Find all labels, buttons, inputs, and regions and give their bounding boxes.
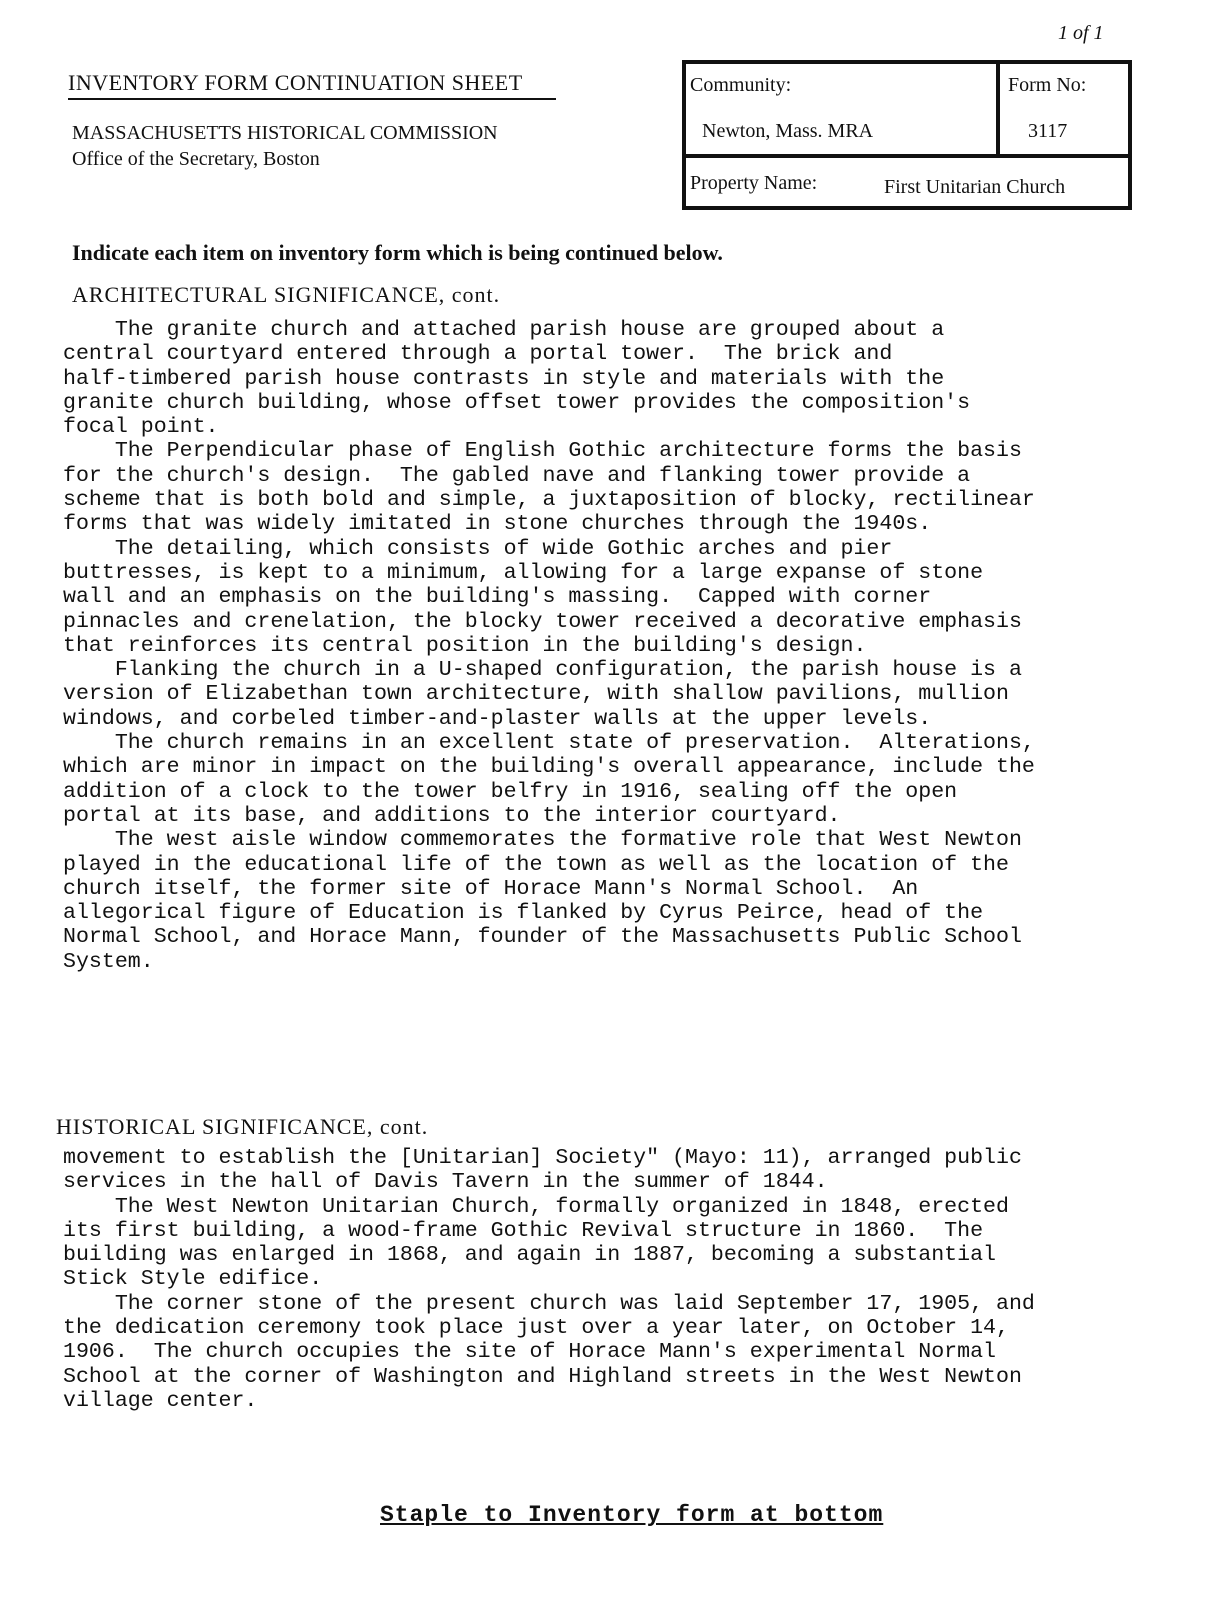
architectural-text-line: granite church building, whose offset tower provides the composition's (63, 390, 971, 415)
agency-name: MASSACHUSETTS HISTORICAL COMMISSION (72, 122, 498, 144)
form-title-underline (68, 98, 556, 100)
architectural-text-line: focal point. (63, 415, 219, 440)
historical-significance-text (63, 1146, 1035, 1413)
architectural-text-line: pinnacles and crenelation, the blocky tower received a decorative emphasis (63, 609, 1022, 634)
property-name-value: First Unitarian Church (884, 176, 1066, 198)
architectural-text-line: for the church's design. The gabled nave and flanking tower provide a (63, 463, 971, 488)
architectural-text-line: forms that was widely imitated in stone churches through the 1940s. (63, 512, 932, 537)
agency-block (72, 120, 498, 172)
historical-text-line: School at the corner of Washington and Highland streets in the West Newton (63, 1364, 1022, 1389)
community-value: Newton, Mass. MRA (702, 120, 874, 142)
architectural-text-line: central courtyard entered through a portal tower. The brick and (63, 342, 893, 367)
historical-text-line: building was enlarged in 1868, and again in 1887, becoming a substantial (63, 1243, 997, 1268)
architectural-text-line: wall and an emphasis on the building's massing. Capped with corner (63, 585, 932, 610)
architectural-text-line: half-timbered parish house contrasts in style and materials with the (63, 366, 945, 391)
architectural-text-line: Normal School, and Horace Mann, founder of the Massachusetts Public School (63, 925, 1022, 950)
historical-text-line: The West Newton Unitarian Church, formally organized in 1848, erected (63, 1194, 1009, 1219)
historical-text-line: its first building, a wood-frame Gothic Revival structure in 1860. The (63, 1218, 984, 1243)
architectural-text-line: The church remains in an excellent state of preservation. Alterations, (63, 731, 1035, 756)
form-no-value: 3117 (1028, 120, 1068, 142)
historical-significance-heading: HISTORICAL SIGNIFICANCE, cont. (56, 1114, 429, 1139)
architectural-text-line: The detailing, which consists of wide Gothic arches and pier (63, 536, 893, 561)
architectural-text-line: church itself, the former site of Horace Mann's Normal School. An (63, 876, 919, 901)
architectural-text-line: scheme that is both bold and simple, a juxtaposition of blocky, rectilinear (63, 488, 1035, 513)
historical-text-line: movement to establish the [Unitarian] Society" (Mayo: 11), arranged public (63, 1146, 1022, 1170)
architectural-text-line: portal at its base, and additions to the interior courtyard. (63, 803, 841, 828)
form-no-label: Form No: (1008, 74, 1087, 96)
architectural-text-line: that reinforces its central position in the building's design. (63, 633, 867, 658)
community-label: Community: (690, 74, 792, 96)
historical-text-line: the dedication ceremony took place just over a year later, on October 14, (63, 1316, 1009, 1341)
architectural-text-line: The Perpendicular phase of English Gothic architecture forms the basis (63, 439, 1022, 464)
page-count-mark: 1 of 1 (1058, 22, 1104, 44)
historical-text-line: 1906. The church occupies the site of Horace Mann's experimental Normal (63, 1340, 997, 1365)
architectural-text-line: which are minor in impact on the building's overall appearance, include the (63, 755, 1035, 780)
architectural-text-line: windows, and corbeled timber-and-plaster walls at the upper levels. (63, 706, 932, 731)
architectural-text-line: addition of a clock to the tower belfry in 1916, sealing off the open (63, 779, 958, 804)
agency-office: Office of the Secretary, Boston (72, 148, 320, 170)
architectural-text-line: System. (63, 949, 154, 974)
property-name-label: Property Name: (690, 172, 818, 194)
historical-text-line: services in the hall of Davis Tavern in the summer of 1844. (63, 1170, 828, 1195)
form-box-vertical-divider (996, 60, 1000, 158)
historical-text-line: The corner stone of the present church was laid September 17, 1905, and (63, 1291, 1035, 1316)
form-title: INVENTORY FORM CONTINUATION SHEET (68, 70, 523, 95)
architectural-text-line: Flanking the church in a U-shaped configuration, the parish house is a (63, 658, 1022, 683)
architectural-text-line: allegorical figure of Education is flanked by Cyrus Peirce, head of the (63, 901, 984, 926)
architectural-significance-heading: ARCHITECTURAL SIGNIFICANCE, cont. (72, 282, 501, 307)
architectural-significance-text (63, 318, 1035, 974)
architectural-text-line: version of Elizabethan town architecture, with shallow pavilions, mullion (63, 682, 1009, 707)
architectural-text-line: The west aisle window commemorates the formative role that West Newton (63, 828, 1022, 853)
architectural-text-line: The granite church and attached parish house are grouped about a (63, 318, 945, 342)
staple-instruction: Staple to Inventory form at bottom (380, 1502, 884, 1528)
architectural-text-line: played in the educational life of the town as well as the location of the (63, 852, 1009, 877)
form-box-horizontal-divider (682, 154, 1132, 158)
historical-text-line: village center. (63, 1388, 258, 1413)
continuation-instruction: Indicate each item on inventory form which is being continued below. (72, 240, 723, 265)
historical-text-line: Stick Style edifice. (63, 1267, 323, 1292)
architectural-text-line: buttresses, is kept to a minimum, allowing for a large expanse of stone (63, 560, 984, 585)
